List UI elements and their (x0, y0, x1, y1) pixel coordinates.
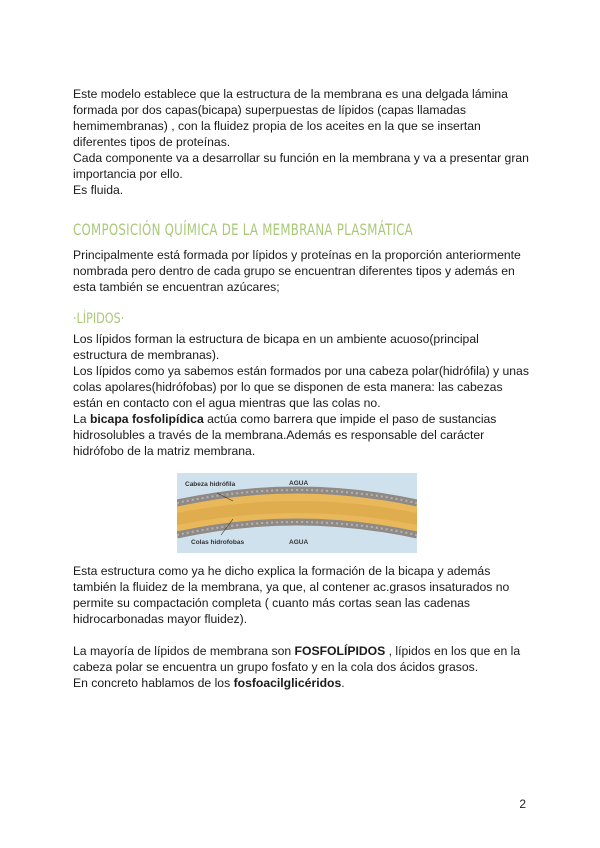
page-number: 2 (519, 797, 526, 811)
section-heading: COMPOSICIÓN QUÍMICA DE LA MEMBRANA PLASMÁTICA (73, 220, 414, 239)
bilayer-figure (177, 473, 417, 553)
document-page (73, 86, 533, 691)
lipidos-p3-post: actúa como barrera que impide el paso de sustancias hidrosolubles a través de la membrana.Además es responsable del carácter hidrófobo de la matriz membrana. (73, 412, 497, 458)
lipidos-p3-pre: La (73, 412, 90, 426)
after-figure-paragraph-1: Esta estructura como ya he dicho explica la formación de la bicapa y además también la fluidez de la membrana, ya que, al contener ac.grasos insaturados no permite su compactación completa ( cuanto más cortas sean las cadenas hidrocarbonadas mayor fluidez). (73, 564, 510, 626)
lipidos-paragraph-3 (73, 411, 533, 459)
intro-paragraph-1: Este modelo establece que la estructura de la membrana es una delgada lámina formada por dos capas(bicapa) superpuestas de lípidos (capas llamadas hemimembranas) , con la fluidez propia de los aceites en la que se insertan diferentes tipos de proteínas. (73, 87, 508, 149)
intro-paragraph-2: Cada componente va a desarrollar su función en la membrana y va a presentar gran importancia por ello. (73, 151, 529, 181)
after-figure-paragraph-3 (73, 675, 533, 691)
label-agua-bottom: AGUA (289, 539, 309, 546)
fosfoacilgliceridos-term: fosfoacilglicéridos (233, 676, 342, 690)
p2-pre: La mayoría de lípidos de membrana son (73, 644, 295, 658)
lipidos-heading: ·LÍPIDOS· (73, 311, 125, 327)
lipidos-paragraph-2: Los lípidos como ya sabemos están formados por una cabeza polar(hidrófila) y unas colas apolares(hidrófobas) por lo que se disponen de esta manera: las cabezas están en contacto con el agua mientras que las colas no. (73, 364, 529, 410)
intro-paragraph-3: Es fluida. (73, 183, 124, 197)
after-figure-paragraph-2 (73, 643, 533, 675)
p2-post: , lípidos en los que en la cabeza polar se encuentra un grupo fosfato y en la cola dos ácidos grasos. (73, 644, 521, 674)
lipidos-paragraph-1: Los lípidos forman la estructura de bicapa en un ambiente acuoso(principal estructura de membranas). (73, 332, 479, 362)
label-cabeza-hidrofila: Cabeza hidrófila (185, 481, 236, 488)
section-paragraph: Principalmente está formada por lípidos y proteínas en la proporción anteriormente nombrada pero dentro de cada grupo se encuentran diferentes tipos y además en esta también se encuentran azúcares; (73, 248, 521, 294)
p3-pre: En concreto hablamos de los (73, 676, 234, 690)
bicapa-term: bicapa fosfolipídica (89, 412, 204, 426)
label-colas-hidrofobas: Colas hidrofobas (191, 539, 245, 546)
p3-post: . (341, 676, 345, 690)
label-agua-top: AGUA (289, 480, 309, 487)
fosfolipidos-term: FOSFOLÍPIDOS (294, 644, 386, 658)
